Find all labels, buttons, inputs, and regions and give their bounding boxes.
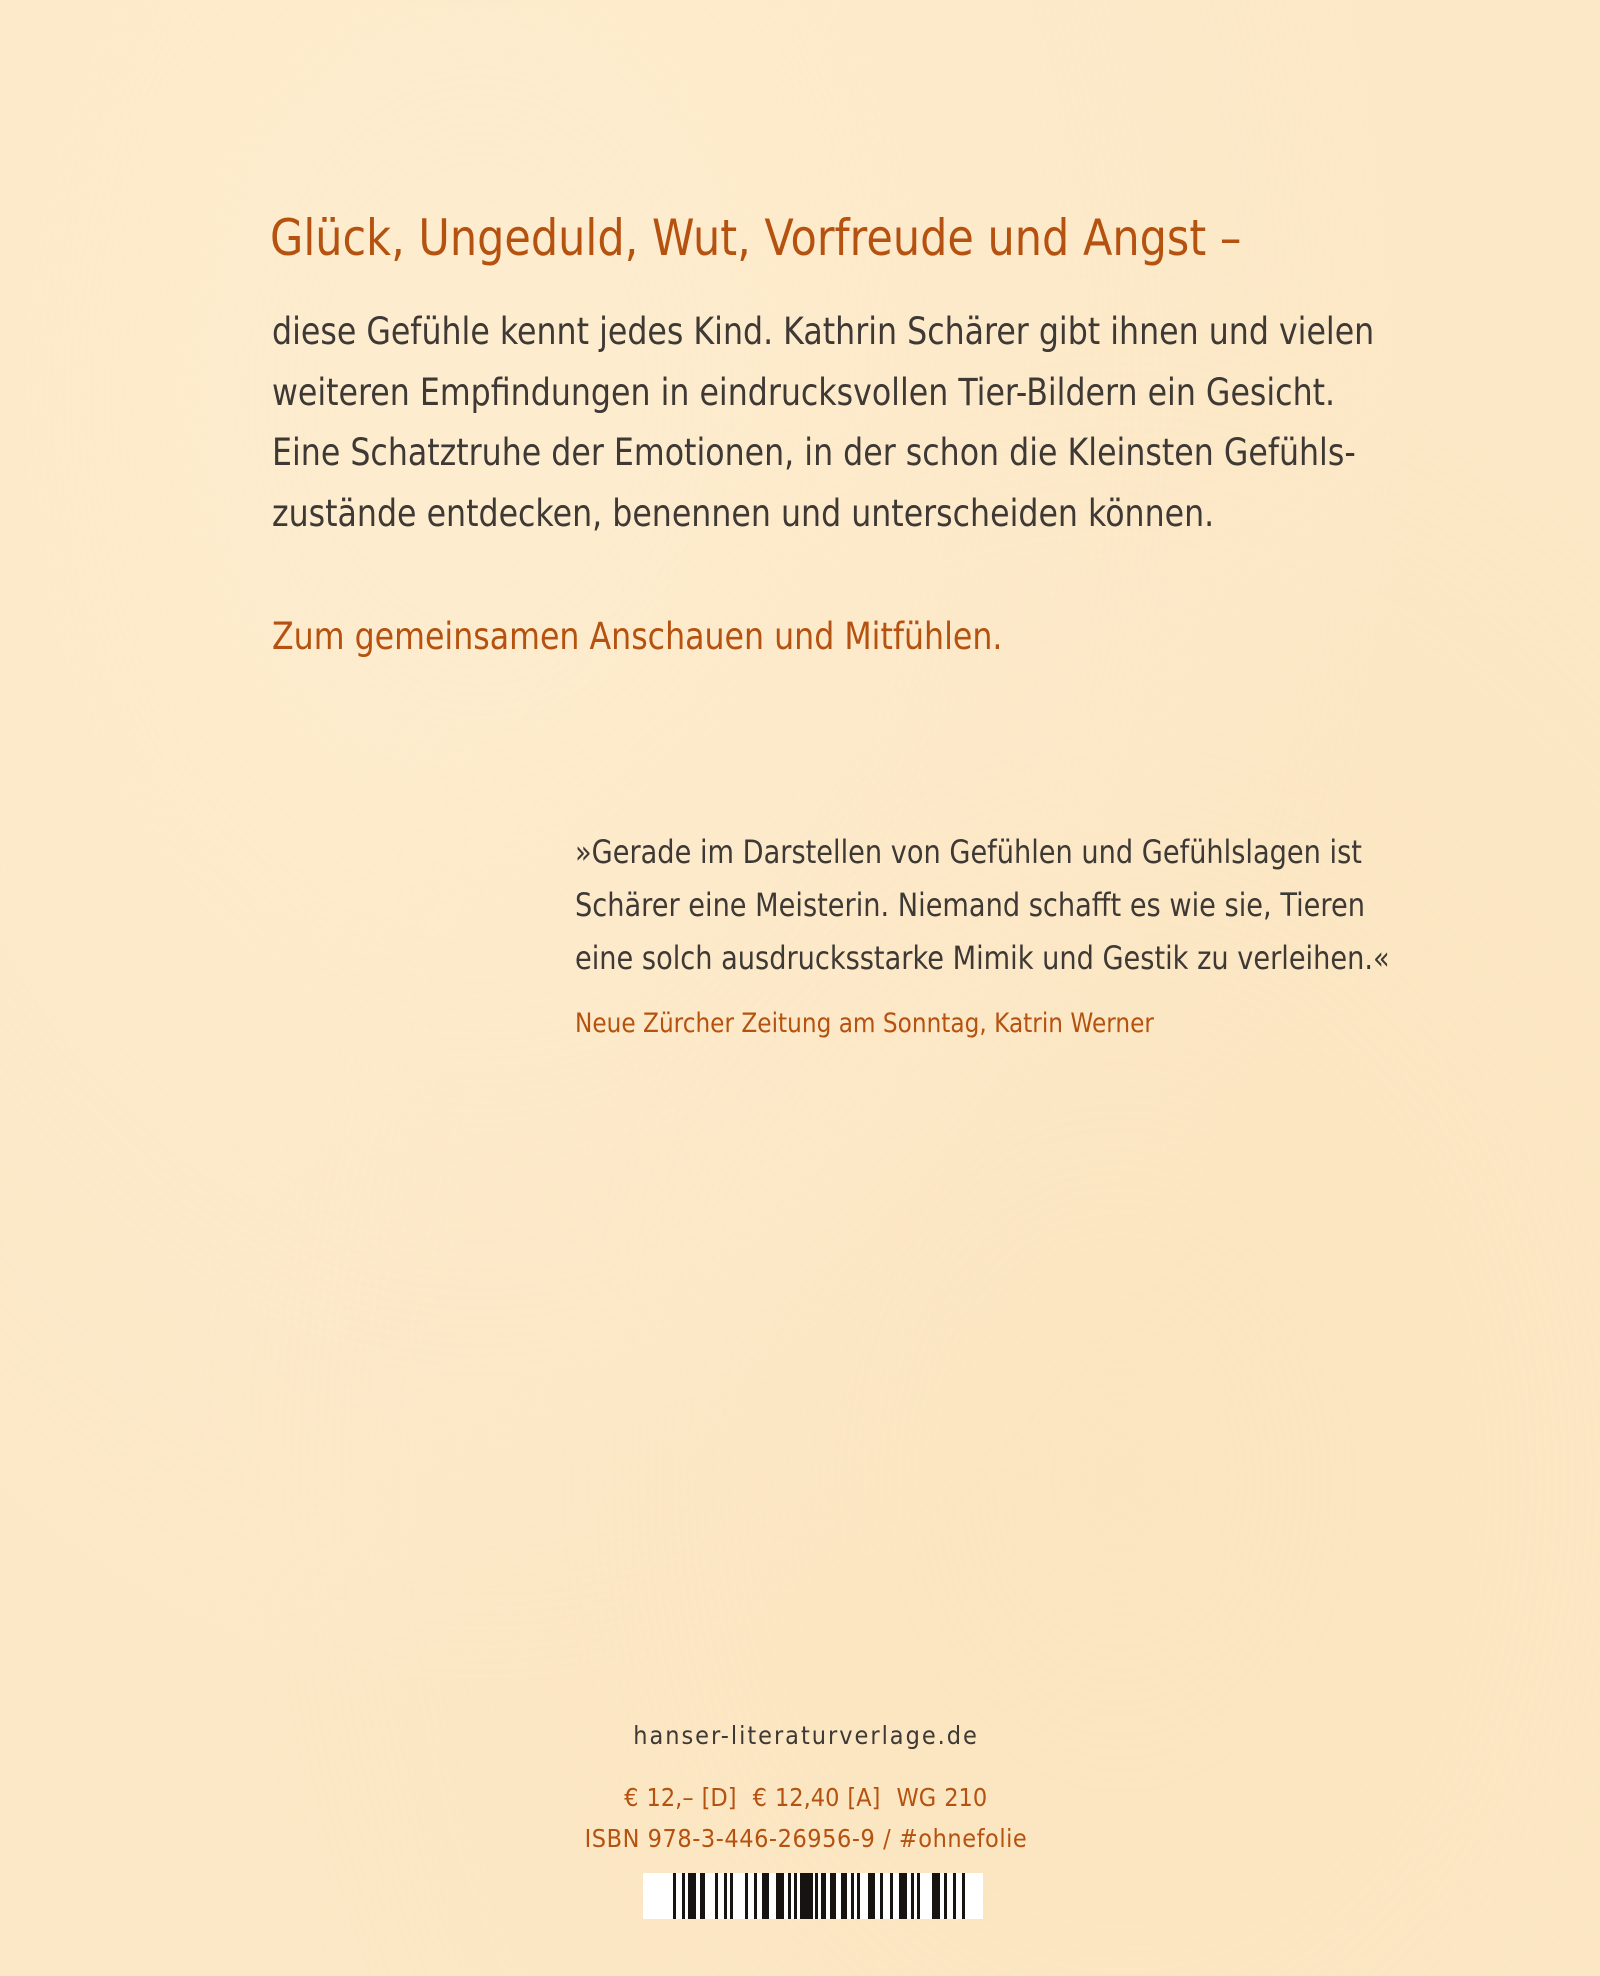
price-text: € 12,– [D] € 12,40 [A] WG 210: [624, 1783, 988, 1812]
blurb-line: diese Gefühle kennt jedes Kind. Kathrin Schärer gibt ihnen und vielen: [272, 310, 1375, 353]
barcode-bar: [688, 1873, 696, 1919]
blurb-line: weiteren Empfindungen in eindrucksvollen Tier-Bildern ein Gesicht.: [272, 370, 1336, 414]
barcode-bar: [800, 1873, 813, 1919]
quote-line: eine solch ausdrucksstarke Mimik und Gestik zu verleihen.«: [575, 939, 1390, 977]
barcode-bar: [700, 1873, 705, 1919]
barcode-bar: [754, 1873, 757, 1919]
barcode-bar: [682, 1873, 685, 1919]
barcode-bar: [917, 1873, 920, 1919]
barcode-bar: [788, 1873, 791, 1919]
barcode-bar: [857, 1873, 860, 1919]
blurb-line: zustände entdecken, benennen und unterscheiden können.: [272, 491, 1215, 535]
quote-line: »Gerade im Darstellen von Gefühlen und Gefühlslagen ist: [575, 833, 1362, 871]
barcode-bar: [868, 1873, 875, 1919]
barcode-bar: [673, 1873, 676, 1919]
barcode-bar: [815, 1873, 818, 1919]
barcode-bar: [932, 1873, 940, 1919]
barcode-bar: [776, 1873, 784, 1919]
website-text[interactable]: hanser-literaturverlage.de: [633, 1721, 979, 1750]
barcode-bar: [794, 1873, 797, 1919]
barcode-bar: [730, 1873, 733, 1919]
barcode-bar: [880, 1873, 883, 1919]
quote-line: Schärer eine Meisterin. Niemand schafft es wie sie, Tieren: [575, 886, 1365, 924]
blurb-line: Eine Schatztruhe der Emotionen, in der schon die Kleinsten Gefühls-: [272, 431, 1356, 474]
barcode-bar: [841, 1873, 847, 1919]
barcode-bar: [851, 1873, 854, 1919]
review-quote: [575, 826, 1425, 985]
barcode-bar: [899, 1873, 907, 1919]
barcode-bar: [765, 1873, 769, 1919]
barcode: [643, 1873, 983, 1919]
barcode-bar: [745, 1873, 748, 1919]
barcode-bar: [911, 1873, 914, 1919]
barcode-bar: [715, 1873, 718, 1919]
barcode-bar: [821, 1873, 826, 1919]
publisher-website[interactable]: [0, 1716, 1600, 1756]
isbn-line: [0, 1819, 1600, 1859]
headline: Glück, Ungeduld, Wut, Vorfreude und Angst –: [270, 209, 1242, 267]
barcode-bar: [953, 1873, 956, 1919]
barcode-bar: [962, 1873, 965, 1919]
isbn-text: ISBN 978-3-446-26956-9 / #ohnefolie: [584, 1824, 1028, 1853]
blurb-paragraph: [272, 302, 1384, 544]
barcode-bar: [944, 1873, 947, 1919]
barcode-bar: [830, 1873, 836, 1919]
barcode-bar: [890, 1873, 893, 1919]
quote-attribution: Neue Zürcher Zeitung am Sonntag, Katrin Werner: [575, 1008, 1154, 1039]
price-line: [0, 1778, 1600, 1818]
barcode-bar: [724, 1873, 727, 1919]
tagline: Zum gemeinsamen Anschauen und Mitfühlen.: [272, 615, 1003, 658]
